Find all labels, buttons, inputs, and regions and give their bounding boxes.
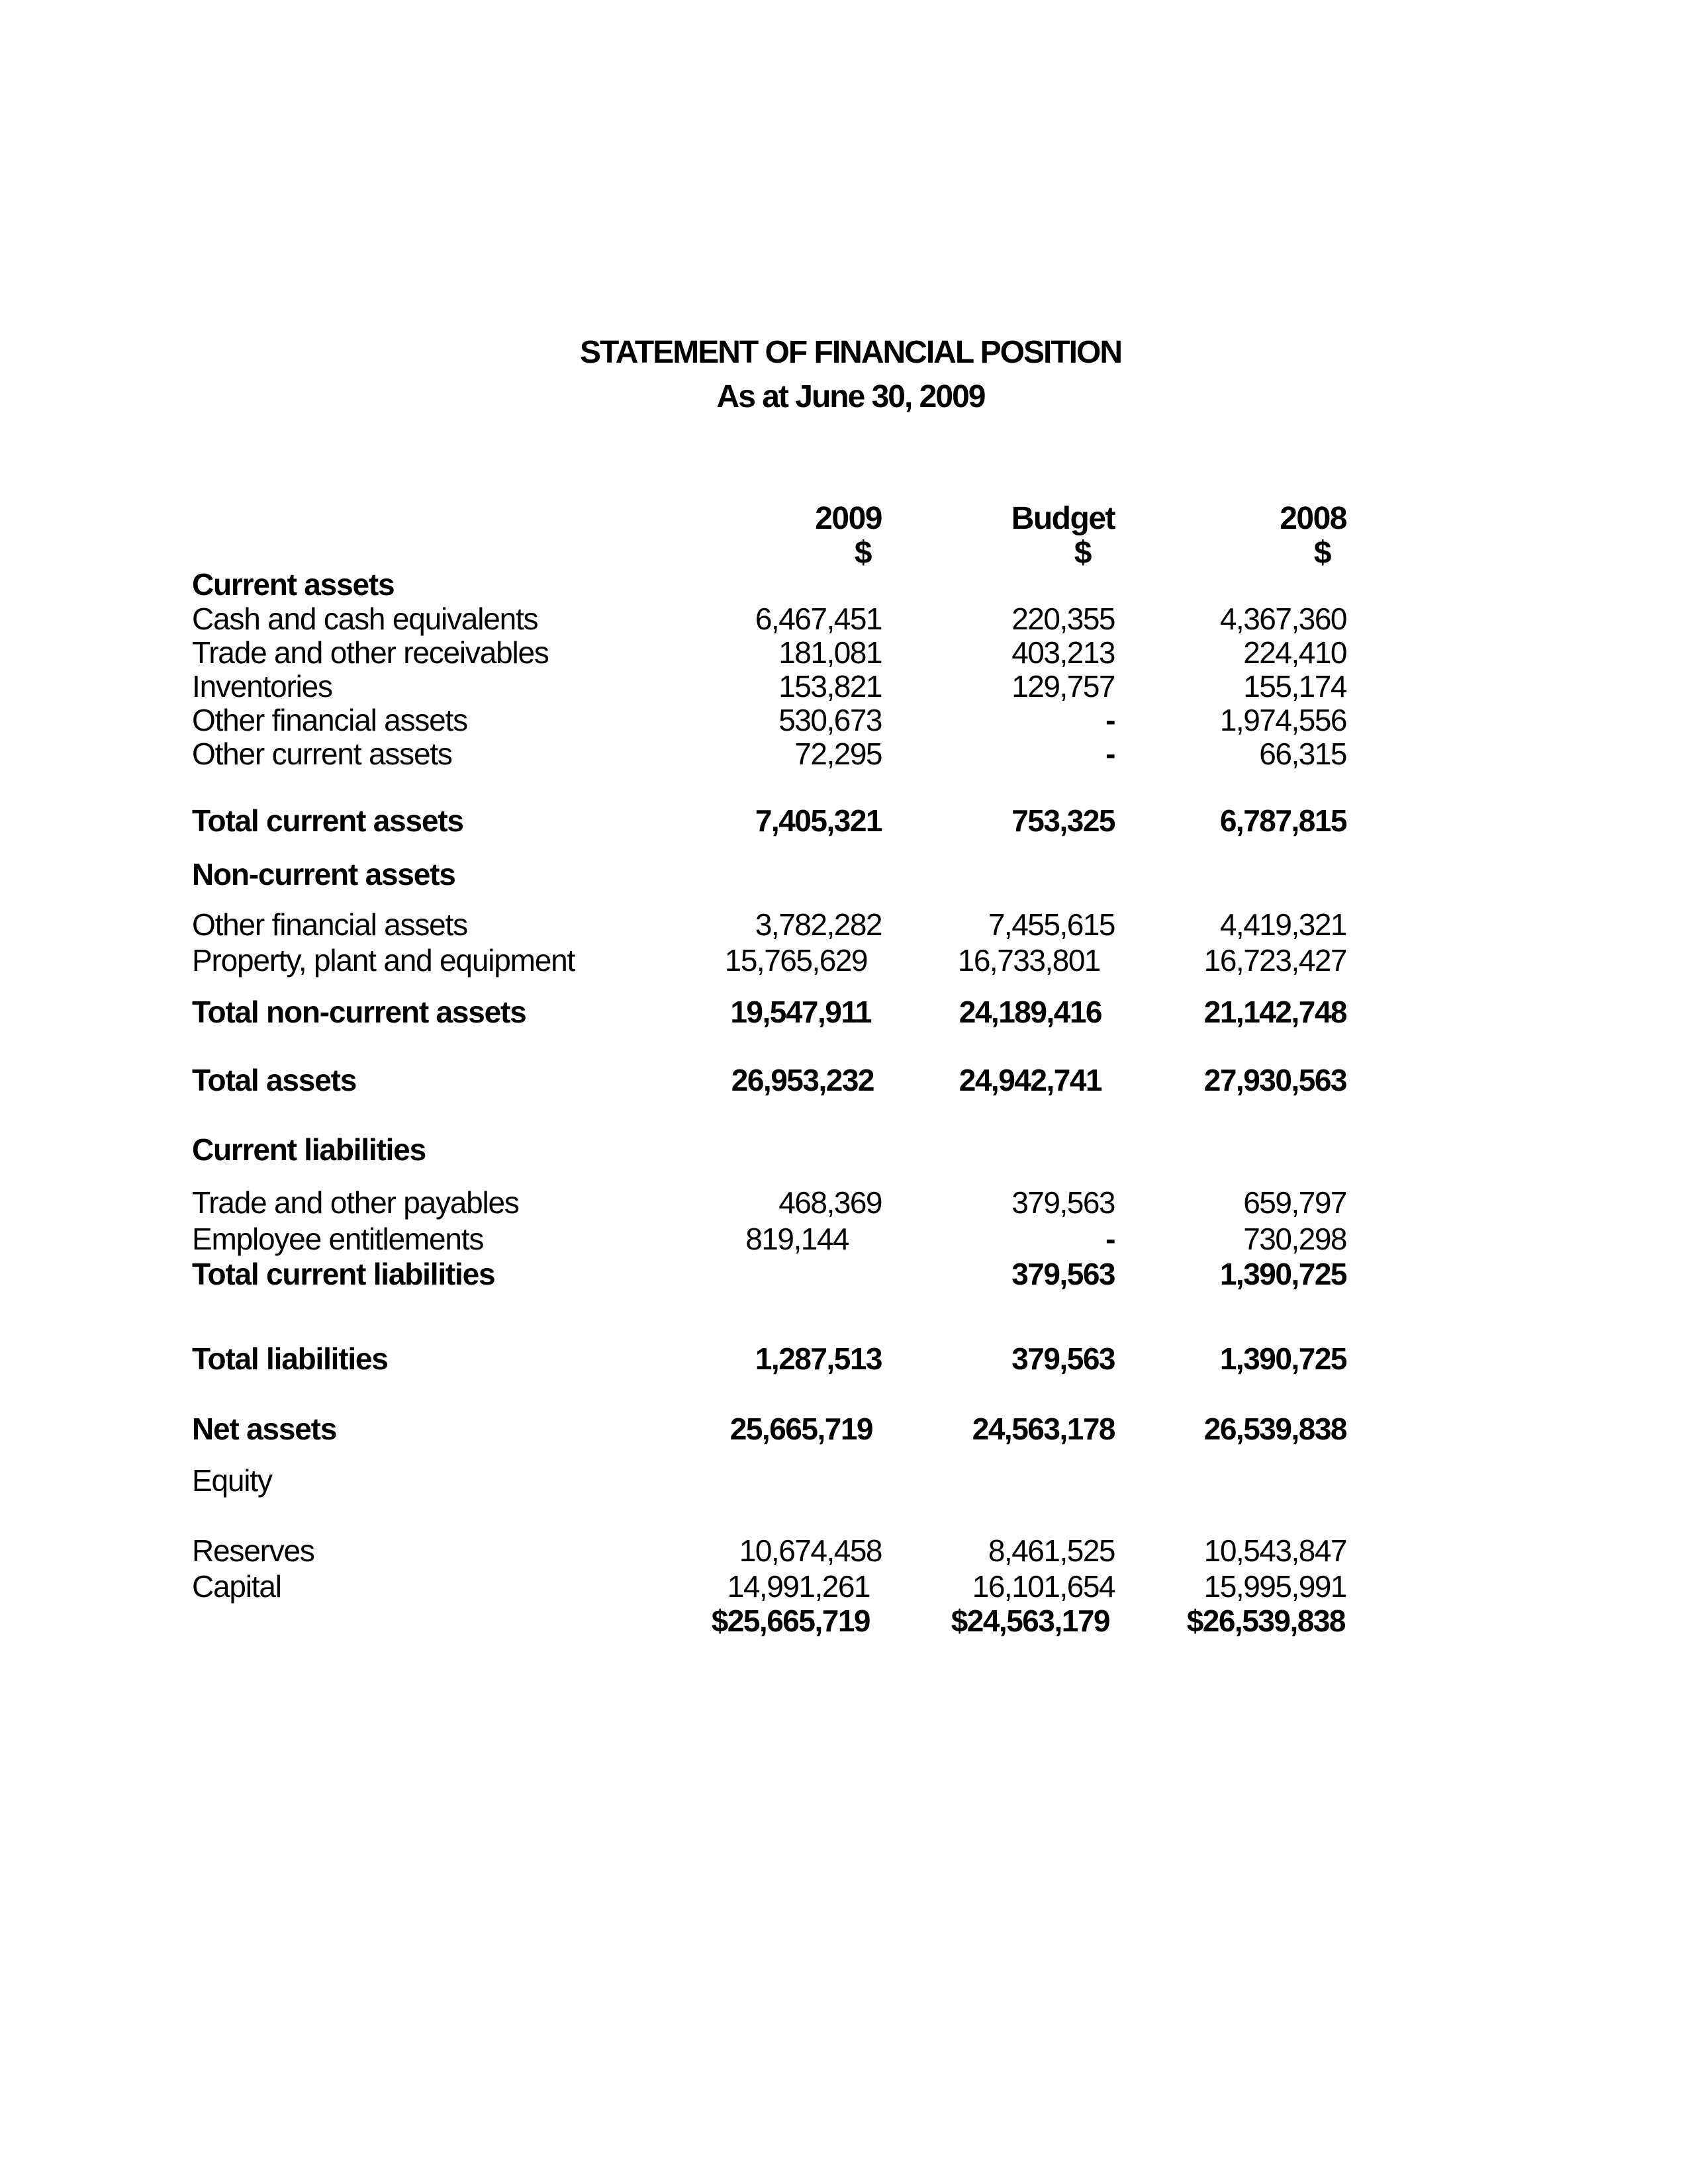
value-2009: 3,782,282 [755, 907, 882, 942]
value-2008: 155,174 [1243, 669, 1346, 704]
row-label: Property, plant and equipment [192, 943, 575, 978]
section-heading [0, 567, 1688, 604]
table-row [0, 1221, 1688, 1258]
value-2008: 730,298 [1243, 1222, 1346, 1256]
value-2009: 1,287,513 [755, 1342, 882, 1376]
column-unit-2008: $ [1313, 535, 1331, 570]
value-budget: $24,563,179 [951, 1604, 1109, 1638]
value-2008: 4,419,321 [1219, 907, 1346, 942]
section-label: Current liabilities [192, 1132, 426, 1167]
row-label: Other financial assets [192, 907, 467, 942]
table-row [0, 1569, 1688, 1606]
value-2008: 1,390,725 [1219, 1257, 1346, 1291]
table-row [0, 668, 1688, 705]
value-2008: 1,974,556 [1219, 703, 1346, 737]
value-2008: 27,930,563 [1203, 1063, 1346, 1097]
section-label: Current assets [192, 567, 395, 602]
value-budget: 220,355 [1011, 602, 1115, 636]
section-heading [0, 1463, 1688, 1500]
table-row [0, 942, 1688, 979]
column-header-2009: 2009 [815, 501, 882, 536]
table-row [0, 907, 1688, 944]
value-2009: 72,295 [794, 737, 882, 771]
total-row [0, 1062, 1688, 1099]
value-2008: $26,539,838 [1186, 1604, 1345, 1638]
value-2008: 16,723,427 [1203, 943, 1346, 978]
value-2009: $25,665,719 [711, 1604, 870, 1638]
table-row [0, 601, 1688, 638]
column-header-2008: 2008 [1280, 501, 1346, 536]
value-budget: 403,213 [1011, 635, 1115, 670]
value-2009: 530,673 [778, 703, 882, 737]
row-label: Employee entitlements [192, 1222, 484, 1256]
value-2008: 66,315 [1259, 737, 1346, 771]
row-label: Reserves [192, 1533, 314, 1568]
total-row [0, 1341, 1688, 1378]
value-budget: - [1105, 737, 1115, 771]
section-label: Equity [192, 1463, 272, 1498]
row-label: Capital [192, 1569, 281, 1604]
value-2008: 659,797 [1243, 1185, 1346, 1220]
value-budget: - [1105, 1222, 1115, 1256]
table-row [0, 1185, 1688, 1222]
value-budget: 16,733,801 [957, 943, 1100, 978]
value-2009: 25,665,719 [729, 1412, 872, 1446]
value-2009: 19,547,911 [730, 995, 871, 1029]
row-label: Total current liabilities [192, 1257, 495, 1291]
value-budget: 16,101,654 [972, 1569, 1115, 1604]
column-unit-budget: $ [1074, 535, 1091, 570]
row-label: Inventories [192, 669, 332, 704]
section-heading [0, 1132, 1688, 1169]
value-2009: 15,765,629 [724, 943, 867, 978]
value-budget: 129,757 [1011, 669, 1115, 704]
value-2008: 4,367,360 [1219, 602, 1346, 636]
column-unit-2009: $ [854, 535, 871, 570]
row-label: Other current assets [192, 737, 452, 771]
row-label: Total liabilities [192, 1342, 388, 1376]
value-2009: 10,674,458 [739, 1533, 882, 1568]
row-label: Trade and other payables [192, 1185, 519, 1220]
section-label: Non-current assets [192, 857, 455, 891]
value-2009: 14,991,261 [727, 1569, 870, 1604]
value-2009: 153,821 [778, 669, 882, 704]
total-row [0, 1256, 1688, 1293]
value-2008: 224,410 [1243, 635, 1346, 670]
section-heading [0, 856, 1688, 893]
row-label: Total current assets [192, 803, 463, 838]
table-row [0, 635, 1688, 672]
value-budget: 753,325 [1011, 803, 1115, 838]
value-budget: 379,563 [1011, 1257, 1115, 1291]
value-2009: 181,081 [778, 635, 882, 670]
row-label: Other financial assets [192, 703, 467, 737]
value-budget: 7,455,615 [988, 907, 1115, 942]
value-budget: 24,189,416 [959, 995, 1102, 1029]
value-budget: 24,942,741 [959, 1063, 1102, 1097]
value-2008: 6,787,815 [1219, 803, 1346, 838]
value-budget: 8,461,525 [988, 1533, 1115, 1568]
value-2009: 7,405,321 [755, 803, 882, 838]
total-row [0, 1411, 1688, 1448]
value-2008: 15,995,991 [1203, 1569, 1346, 1604]
statement-title: STATEMENT OF FINANCIAL POSITION [580, 335, 1121, 370]
value-2009: 26,953,232 [731, 1063, 874, 1097]
value-2008: 1,390,725 [1219, 1342, 1346, 1376]
column-header-row [0, 500, 1688, 537]
table-row [0, 1533, 1688, 1570]
total-row [0, 1603, 1688, 1640]
value-2009: 819,144 [745, 1222, 849, 1256]
value-2009: 468,369 [778, 1185, 882, 1220]
row-label: Cash and cash equivalents [192, 602, 538, 636]
value-budget: - [1105, 703, 1115, 737]
total-row [0, 803, 1688, 840]
value-2008: 21,142,748 [1203, 995, 1346, 1029]
row-label: Total non-current assets [192, 995, 526, 1029]
value-budget: 379,563 [1011, 1185, 1115, 1220]
total-row [0, 994, 1688, 1031]
column-header-budget: Budget [1011, 501, 1115, 536]
value-budget: 379,563 [1011, 1342, 1115, 1376]
value-budget: 24,563,178 [972, 1412, 1115, 1446]
row-label: Trade and other receivables [192, 635, 549, 670]
value-2009: 6,467,451 [755, 602, 882, 636]
statement-subtitle: As at June 30, 2009 [716, 379, 985, 414]
value-2008: 10,543,847 [1203, 1533, 1346, 1568]
table-row [0, 702, 1688, 739]
value-2008: 26,539,838 [1203, 1412, 1346, 1446]
row-label: Total assets [192, 1063, 357, 1097]
table-row [0, 736, 1688, 773]
row-label: Net assets [192, 1412, 337, 1446]
